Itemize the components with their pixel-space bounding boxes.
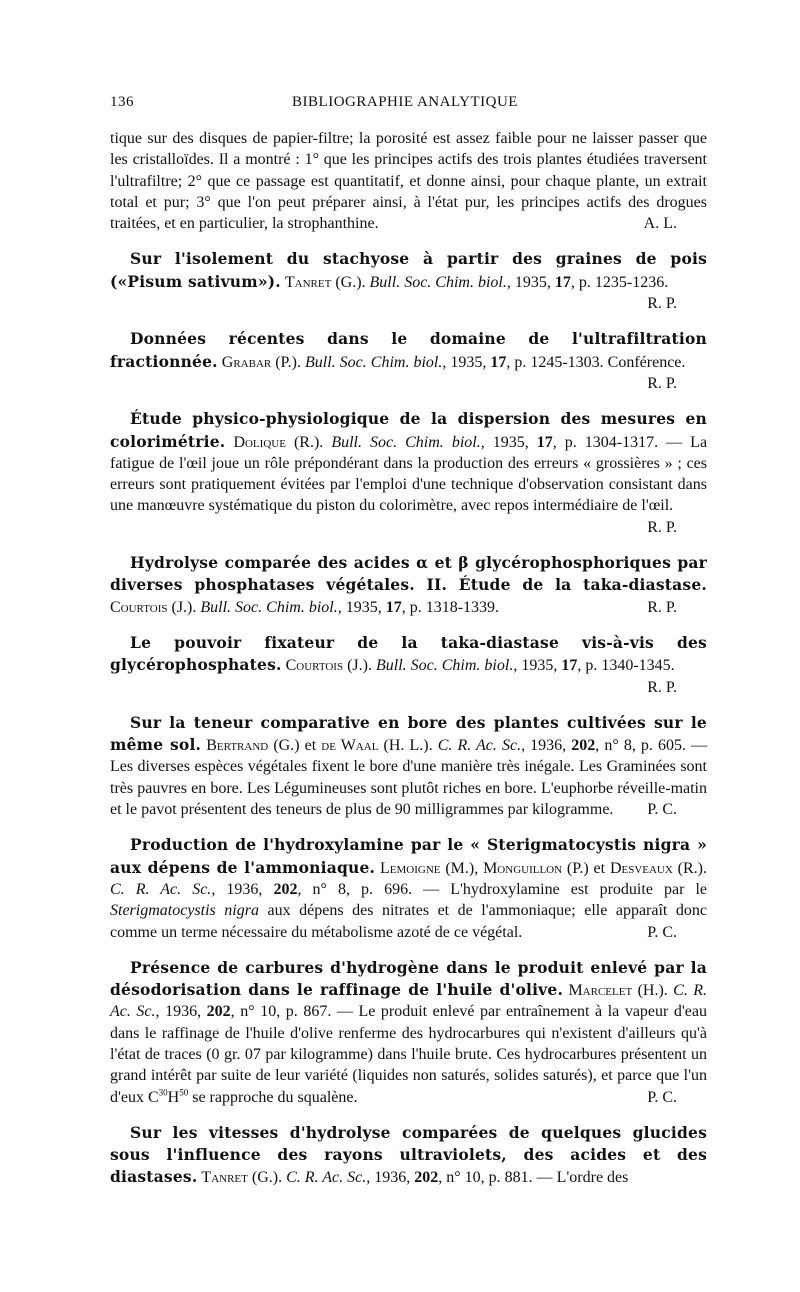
bibliography-entry (110, 957, 707, 1108)
entry-author-initials: (R.). (293, 433, 324, 451)
entry-author: Dolique (233, 433, 286, 451)
entry-author: de Waal (321, 737, 379, 755)
entry-volume: 17 (385, 598, 402, 616)
entry-volume: 17 (536, 433, 553, 451)
bibliography-entry (110, 712, 707, 820)
entry-author: Tanret (284, 273, 332, 291)
entry-volume: 202 (571, 737, 596, 755)
entry-title: Production de l'hydroxylamine par le « Sterigmatocystis nigra » aux dépens de l'ammoniaque. (110, 835, 707, 877)
entry-author: Desveaux (609, 859, 673, 877)
entry-pages: , n° 8, p. 696. (297, 880, 413, 898)
bibliography-entry (110, 834, 707, 942)
entry-title: Présence de carbures d'hydrogène dans le produit enlevé par la désodorisation dans le raffinage de l'huile d'olive. (110, 957, 707, 1000)
page-body (110, 128, 707, 1203)
entry-author: Bertrand (206, 737, 269, 755)
entry-author-initials: (G.). (335, 273, 366, 291)
entry-abstract: — Les diverses espèces végétales fixent le bore d'une manière très inégale. Les Graminées sont très pauvres en bore. Les Légumineuses sont plutôt riches en bore. L'euphorbe réveille-matin et le pavot présentent des teneurs de plus de 90 milligrammes par kilogramme. (110, 737, 708, 819)
signature: A. L. (643, 215, 677, 233)
entry-pages: , p. 1318-1339. (401, 598, 500, 616)
entry-title: Sur les vitesses d'hydrolyse comparées de quelques glucides sous l'influence des rayons ultraviolets, des acides et des diastases. (110, 1122, 707, 1187)
entry-abstract: — L'hydroxylamine est produite par le (412, 880, 708, 898)
entry-volume: 202 (414, 1169, 439, 1187)
entry-journal: C. R. Ac. Sc. (110, 880, 212, 898)
entry-year: , 1936, (521, 737, 572, 755)
formula-subscript: 50 (179, 1087, 189, 1098)
bibliography-entry (110, 248, 707, 314)
entry-volume: 17 (561, 657, 578, 675)
signature: R. P. (647, 518, 677, 536)
bibliography-entry (110, 632, 707, 698)
entry-journal: C. R. Ac. Sc. (110, 982, 708, 1021)
entry-pages: , p. 1304-1317. (552, 433, 659, 451)
entry-author: Grabar (221, 353, 272, 371)
entry-journal: Bull. Soc. Chim. biol. (369, 273, 507, 291)
continuation-paragraph (110, 128, 707, 234)
signature: P. C. (647, 1088, 677, 1106)
running-header (110, 94, 700, 116)
entry-journal: Bull. Soc. Chim. biol. (200, 598, 338, 616)
entry-title: Sur la teneur comparative en bore des plantes cultivées sur le même sol. (110, 712, 707, 755)
entry-pages: , n° 10, p. 867. (230, 1003, 332, 1021)
entry-year: , 1935, (480, 433, 537, 451)
entry-volume: 17 (554, 273, 571, 291)
entry-journal: Bull. Soc. Chim. biol. (331, 433, 481, 451)
entry-author: Monguillon (483, 859, 563, 877)
entry-abstract: — L'ordre des (532, 1169, 629, 1187)
entry-year: , 1936, (155, 1003, 207, 1021)
entry-year: , 1935, (506, 273, 555, 291)
entry-year: , 1936, (366, 1169, 415, 1187)
entry-volume: 202 (273, 880, 298, 898)
entry-title: Sur l'isolement du stachyose à partir des graines de pois («Pisum sativum»). (110, 249, 707, 291)
entry-journal: C. R. Ac. Sc. (437, 737, 522, 755)
signature: R. P. (647, 598, 677, 616)
entry-title: Étude physico-physiologique de la dispersion des mesures en colorimétrie. (110, 409, 707, 451)
formula-element: H (167, 1088, 180, 1106)
entry-author: Courtois (110, 598, 168, 616)
entry-volume: 202 (206, 1003, 231, 1021)
entry-author-initials: (J.). (171, 598, 197, 616)
entry-author-initials: (R.). (677, 859, 707, 877)
entry-author-initials: (P.). (275, 353, 301, 371)
entry-title: Hydrolyse comparée des acides α et β glycérophosphoriques par diverses phosphatases végétales. II. Étude de la taka-diastase. (110, 553, 707, 595)
signature: R. P. (647, 295, 677, 313)
entry-journal: Bull. Soc. Chim. biol. (305, 353, 443, 371)
entry-title: Le pouvoir fixateur de la taka-diastase vis-à-vis des glycérophosphates. (110, 632, 707, 675)
entry-pages: , n° 10, p. 881. (438, 1169, 533, 1187)
entry-journal: C. R. Ac. Sc. (286, 1169, 367, 1187)
entry-pages: , n° 8, p. 605. (595, 737, 686, 755)
entry-author-initials: (G.) et (273, 737, 317, 755)
entry-title: Données récentes dans le domaine de l'ultrafiltration fractionnée. (110, 329, 707, 371)
entry-author-initials: (H. L.). (383, 737, 433, 755)
entry-author-initials: (M.), (445, 859, 479, 877)
bibliography-entry (110, 1122, 707, 1189)
bibliography-entry (110, 552, 707, 618)
entry-year: , 1935, (337, 598, 386, 616)
entry-author-initials: (P.) et (566, 859, 606, 877)
entry-journal: Bull. Soc. Chim. biol. (375, 657, 514, 675)
entry-abstract: — La fatigue de l'œil joue un rôle prépondérant dans la production des erreurs « grossières » ; ces erreurs sont pratiquement évitées par l'emploi d'une technique d'observation consistant dans une manœuvre systématique du piston du colorimètre, avec repos intermédiaire de l'œil. (110, 433, 708, 515)
signature: P. C. (647, 923, 677, 941)
entry-author: Tanret (201, 1169, 248, 1187)
entry-author-initials: (G.). (251, 1169, 283, 1187)
continuation-text: tique sur des disques de papier-filtre; la porosité est assez faible pour ne laisser passer que les cristalloïdes. Il a montré : 1° que les principes actifs des trois plantes étudiées traversent l'ultrafiltre; 2° que ce passage est quantitatif, et donne ainsi, pour chaque plante, un extrait total et pur; 3° que l'on peut préparer ainsi, à l'état pur, les principes actifs des drogues traitées, et en particulier, la strophanthine. (110, 130, 707, 233)
entry-author: Courtois (285, 657, 344, 675)
entry-abstract-italic: Sterigmatocystis nigra (110, 902, 259, 920)
entry-author-initials: (H.). (637, 982, 668, 1000)
entry-abstract: se rapproche du squalène. (188, 1088, 358, 1106)
bibliography-entry (110, 328, 707, 394)
entry-author: Lemoigne (380, 859, 441, 877)
entry-pages: , p. 1235-1236. (570, 273, 669, 291)
bibliography-entry (110, 408, 707, 538)
entry-pages: , p. 1245-1303. Conférence. (506, 353, 686, 371)
signature: R. P. (647, 374, 677, 392)
entry-author-initials: (J.). (347, 657, 372, 675)
running-title: BIBLIOGRAPHIE ANALYTIQUE (292, 94, 518, 110)
entry-year: , 1935, (513, 657, 562, 675)
entry-year: , 1936, (211, 880, 274, 898)
formula-subscript: 30 (158, 1087, 168, 1098)
signature: R. P. (647, 678, 677, 696)
entry-year: , 1935, (442, 353, 491, 371)
entry-abstract: aux dépens des nitrates et de l'ammoniaque; elle apparaît donc comme un terme nécessaire du métabolisme azoté de ce végétal. (110, 902, 708, 941)
entry-author: Marcelet (568, 982, 633, 1000)
entry-volume: 17 (490, 353, 507, 371)
signature: P. C. (647, 801, 677, 819)
entry-abstract: — Le produit enlevé par entraînement à la vapeur d'eau dans le raffinage de l'huile d'olive renferme des hydrocarbures qui n'existent d'ailleurs qu'à l'état de traces (0 gr. 07 par kilogramme) dans l'huile brute. Ces hydrocarbures présentent un grand intérêt par suite de leur variété (liquides non saturés, solides saturés), et parce que l'un d'eux C (110, 1003, 707, 1106)
entry-pages: , p. 1340-1345. (577, 657, 675, 675)
page-number: 136 (110, 94, 134, 110)
